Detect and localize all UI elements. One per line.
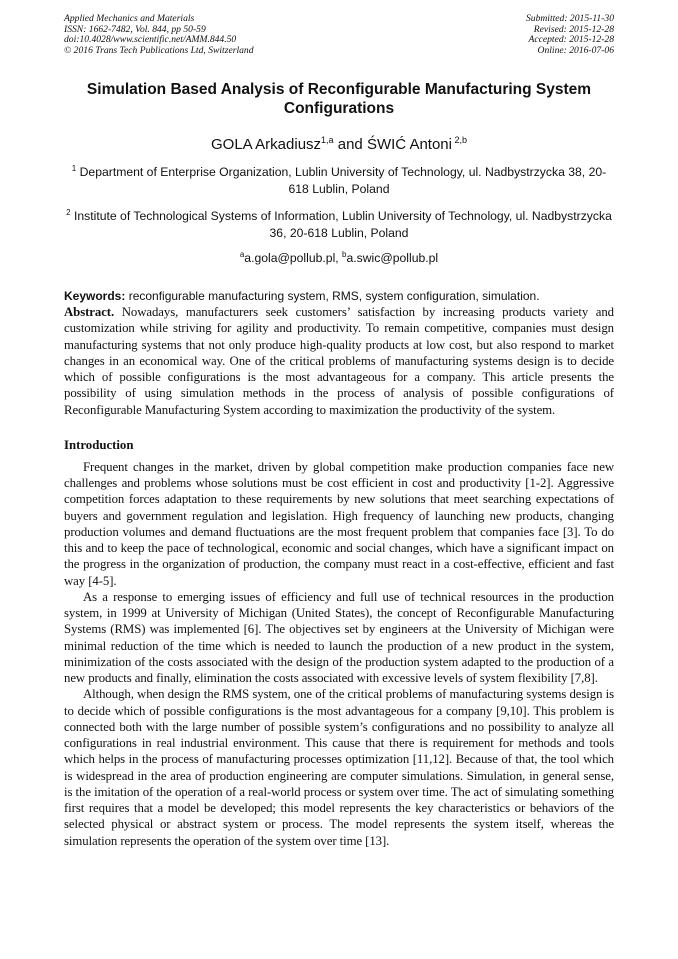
- keywords-label: Keywords:: [64, 289, 126, 304]
- keywords-text: reconfigurable manufacturing system, RMS, system configuration, simulation.: [125, 289, 540, 304]
- section-heading-introduction: Introduction: [64, 437, 134, 452]
- paper-title: Simulation Based Analysis of Reconfigurable Manufacturing System Configurations: [86, 81, 592, 118]
- email-b[interactable]: a.swic@pollub.pl: [346, 250, 439, 265]
- affiliation-1: [64, 161, 614, 197]
- email-a[interactable]: a.gola@pollub.pl,: [244, 250, 343, 265]
- abstract-text: Nowadays, manufacturers seek customers’ satisfaction by increasing products variety and customization while striving for agility and productivity. To remain competitive, companies must design manufacturing systems that not only produce high-quality products at low cost, but also respond to market changes in an economical way. One of the critical problems of manufacturing systems design is to decide which of possible configurations is the most advantageous for a company. This article presents the possibility of using simulation methods in the process of analysis of possible configurations of Reconfigurable Manufacturing System according to maximization the productivity of the system.: [64, 305, 614, 417]
- email-b-mark: b: [342, 249, 347, 259]
- email-a-mark: a: [239, 249, 245, 259]
- date-submitted: Submitted: 2015-11-30: [525, 13, 614, 24]
- author-line: [64, 131, 614, 154]
- affiliation-2-text: Institute of Technological Systems of Information, Lublin University of Technology, ul. Nadbystrzycka 36, 20-618 Lublin, Poland: [70, 209, 612, 240]
- date-online: Online: 2016-07-06: [537, 44, 614, 56]
- date-revised: Revised: 2015-12-28: [533, 23, 614, 35]
- keywords: [64, 289, 614, 304]
- author-1-name: GOLA Arkadiusz: [210, 136, 322, 154]
- affiliation-1-text: Department of Enterprise Organization, Lublin University of Technology, ul. Nadbystrzycka 38, 20-618 Lublin, Poland: [76, 165, 607, 196]
- affiliation-1-mark: 1: [71, 164, 77, 174]
- journal-header: [64, 14, 614, 56]
- intro-paragraph-1: Frequent changes in the market, driven by global competition make production companies face new challenges and problems whose solutions must be cost efficient in cost and productivity [1-2]. Aggressive competition forces adaptation to these requirements by new solutions that meet searching expectations of buyers and government regulation and legislation. High frequency of launching new products, changing production volumes and demand fluctuations are the most frequent problem that companies face [3]. To do this and to keep the pace of technological, economic and social changes, which have a significant impact on the progress in the organization of production, the company must react in a cost-effective, efficient and fast way [4-5].: [64, 459, 614, 588]
- abstract-label: Abstract.: [64, 305, 115, 320]
- journal-name: Applied Mechanics and Materials: [64, 13, 195, 24]
- author-emails: [64, 247, 614, 267]
- journal-issn: ISSN: 1662-7482, Vol. 844, pp 50-59: [64, 23, 206, 35]
- publication-dates: [526, 14, 614, 56]
- affiliation-2-mark: 2: [66, 208, 71, 218]
- author-conjunction: and: [333, 136, 367, 154]
- intro-paragraph-2: As a response to emerging issues of efficiency and full use of technical resources in the production system, in 1999 at University of Michigan (United States), the concept of Reconfigurable Manufacturing Systems (RMS) was implemented [6]. The objectives set by engineers at the University of Michigan were minimal reduction of the time which is needed to launch the production of a new product in the system, minimization of the costs associated with the design of the production system adapted to the production of a new products and finally, elimination the costs associated with excessive levels of system flexibility [7,8].: [64, 589, 614, 686]
- abstract: [64, 304, 614, 418]
- author-2-name: ŚWIĆ Antoni: [366, 136, 452, 154]
- author-2-affil-mark: 2,b: [451, 135, 467, 146]
- date-accepted: Accepted: 2015-12-28: [528, 34, 614, 46]
- intro-paragraph-3: Although, when design the RMS system, one of the critical problems of manufacturing systems design is to decide which of possible configurations is the most advantageous for a company [9,10]. This problem is connected both with the large number of possible system’s configurations and no possibility to analyze all configurations in real industrial environment. This cause that there is requirement for methods and tools which helps in the process of manufacturing processes optimization [11,12]. Because of that, the tool which is widespread in the area of production engineering are computer simulations. Simulation, in general sense, is the imitation of the operation of a real-world process or system over time. The act of simulating something first requires that a model be developed; this model represents the key characteristics or behaviors of the selected physical or abstract system or process. The model represents the system itself, whereas the simulation represents the operation of the system over time [13].: [64, 687, 614, 848]
- affiliation-2: [64, 205, 614, 241]
- journal-doi: doi:10.4028/www.scientific.net/AMM.844.50: [64, 34, 237, 46]
- author-1-affil-mark: 1,a: [321, 135, 334, 146]
- journal-copyright: © 2016 Trans Tech Publications Ltd, Switzerland: [64, 44, 254, 56]
- journal-info: [64, 14, 254, 56]
